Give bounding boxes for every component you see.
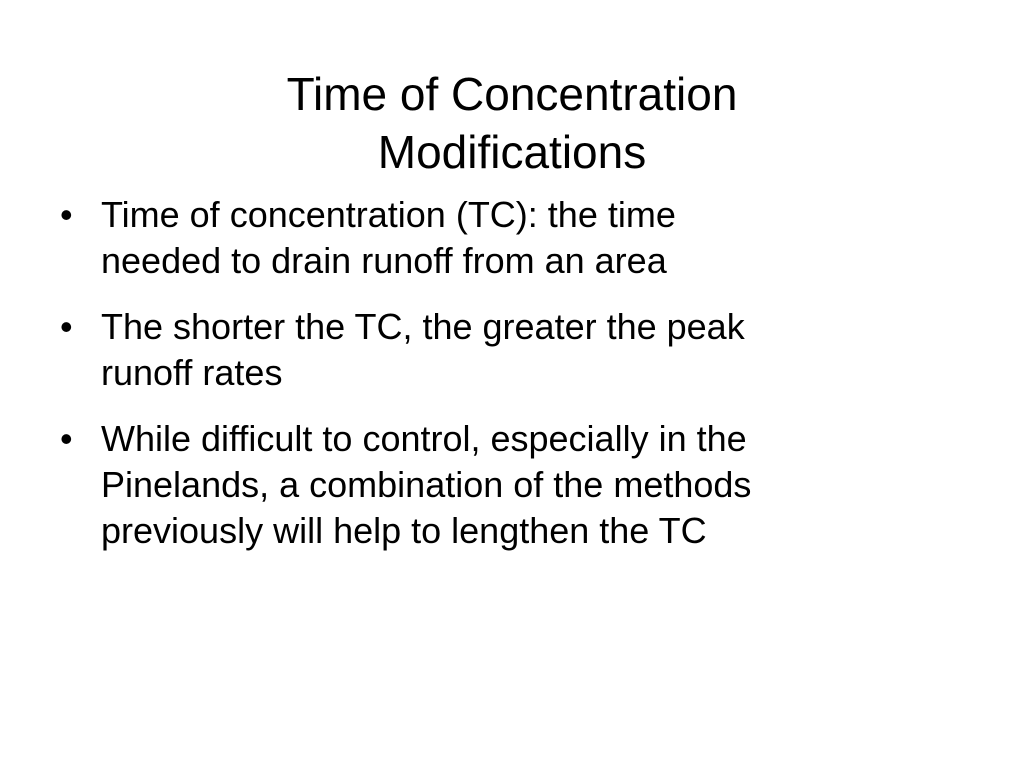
- bullet-text: [101, 304, 960, 396]
- bullet-marker: •: [60, 306, 73, 347]
- bullet-text: [101, 416, 960, 554]
- bullet-item: [60, 416, 960, 554]
- bullet-line: The shorter the TC, the greater the peak: [101, 306, 745, 347]
- bullet-list: [60, 192, 960, 574]
- slide-title-line: Time of Concentration: [286, 67, 738, 120]
- bullet-line: needed to drain runoff from an area: [101, 240, 667, 281]
- bullet-line: previously will help to lengthen the TC: [101, 510, 707, 551]
- bullet-line: Time of concentration (TC): the time: [101, 194, 676, 235]
- bullet-line: Pinelands, a combination of the methods: [101, 464, 752, 505]
- slide-title: [0, 65, 1024, 181]
- slide-title-line: Modifications: [377, 125, 647, 178]
- bullet-marker: •: [60, 194, 73, 235]
- bullet-marker: •: [60, 418, 73, 459]
- bullet-line: runoff rates: [101, 352, 283, 393]
- bullet-item: [60, 192, 960, 284]
- bullet-line: While difficult to control, especially in the: [101, 418, 747, 459]
- bullet-item: [60, 304, 960, 396]
- bullet-text: [101, 192, 960, 284]
